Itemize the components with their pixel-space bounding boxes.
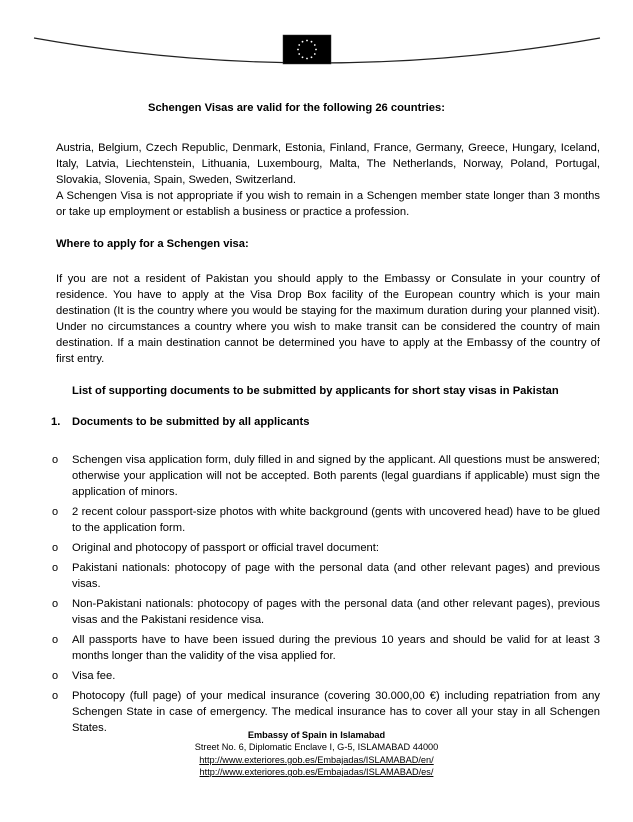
star-icon (298, 44, 300, 46)
bullet-icon: o (52, 598, 59, 610)
list-item: o Visa fee. (52, 670, 116, 682)
star-icon (302, 41, 304, 43)
bullet-icon: o (52, 562, 59, 574)
page-footer (0, 729, 633, 779)
star-icon (298, 53, 300, 55)
list-item: o Pakistani nationals: photocopy of page with the personal data (and other relevant pages) and previous visas. (52, 562, 600, 590)
bullet-icon: o (52, 506, 59, 518)
where-heading: Where to apply for a Schengen visa: (56, 238, 249, 250)
document-body (51, 100, 600, 740)
list-item: o Photocopy (full page) of your medical insurance (covering 30.000,00 €) including repatriation from any Schengen State in case of emergency. The medical insurance has to cover all your stay in all Schengen States. (52, 690, 600, 734)
list-item: o Non-Pakistani nationals: photocopy of pages with the personal data (and other relevant pages), previous visas and the Pakistani residence visa. (52, 598, 600, 626)
eu-flag-icon (283, 35, 331, 64)
header-decoration (0, 0, 633, 80)
star-icon (297, 49, 299, 51)
section-number: 1. (51, 416, 61, 428)
footer-embassy-name: Embassy of Spain in Islamabad (247, 730, 386, 740)
star-icon (315, 49, 317, 51)
page-title: Schengen Visas are valid for the following 26 countries: (148, 102, 445, 114)
bullet-icon: o (52, 670, 59, 682)
list-item: o Schengen visa application form, duly filled in and signed by the applicant. All questions must be answered; otherwise your application will not be accepted. Both parents (legal guardians if applicable) must sign the application of minors. (52, 454, 600, 498)
star-icon (314, 53, 316, 55)
footer-address: Street No. 6, Diplomatic Enclave I, G-5, ISLAMABAD 44000 (194, 742, 439, 753)
star-icon (302, 56, 304, 58)
countries-paragraph: Austria, Belgium, Czech Republic, Denmark, Estonia, Finland, France, Germany, Greece, Hungary, Iceland, Italy, Latvia, Liechtenstein, Lithuania, Luxembourg, Malta, The Netherlands, Norway, Poland, Portugal, Slovakia, Slovenia, Spain, Sweden, Switzerland. (56, 142, 600, 186)
footer-link-es[interactable]: http://www.exteriores.gob.es/Embajadas/ISLAMABAD/es/ (199, 767, 434, 778)
section-heading (51, 414, 600, 430)
star-icon (314, 44, 316, 46)
where-paragraph: If you are not a resident of Pakistan you should apply to the Embassy or Consulate in your country of residence. You have to apply at the Visa Drop Box facility of the European country which is your main destination (It is the country where you would be staying for the maximum duration during your planned visit). Under no circumstances a country where you wish to make transit can be considered the country of main destination. If a main destination cannot be determined you have to apply at the Embassy of the country of first entry. (56, 273, 600, 365)
list-title: List of supporting documents to be submitted by applicants for short stay visas in Pakistan (72, 385, 559, 397)
list-item: o All passports have to have been issued during the previous 10 years and should be valid for at least 3 months longer than the validity of the visa applied for. (52, 634, 600, 662)
bullet-icon: o (52, 542, 59, 554)
footer-link-en[interactable]: http://www.exteriores.gob.es/Embajadas/ISLAMABAD/en/ (199, 754, 434, 765)
star-icon (311, 41, 313, 43)
bullet-icon: o (52, 454, 59, 466)
page-header (0, 0, 633, 80)
list-item: o 2 recent colour passport-size photos with white background (gents with uncovered head) have to be glued to the application form. (52, 506, 600, 534)
list-item: o Original and photocopy of passport or official travel document: (52, 542, 380, 554)
documents-list (52, 452, 600, 736)
bullet-icon: o (52, 690, 59, 702)
star-icon (306, 40, 308, 42)
notice-paragraph: A Schengen Visa is not appropriate if you wish to remain in a Schengen member state longer than 3 months or take up employment or establish a business or practice a profession. (56, 190, 600, 218)
star-icon (311, 56, 313, 58)
bullet-icon: o (52, 634, 59, 646)
section-heading-text: Documents to be submitted by all applicants (72, 416, 310, 428)
star-icon (306, 58, 308, 60)
